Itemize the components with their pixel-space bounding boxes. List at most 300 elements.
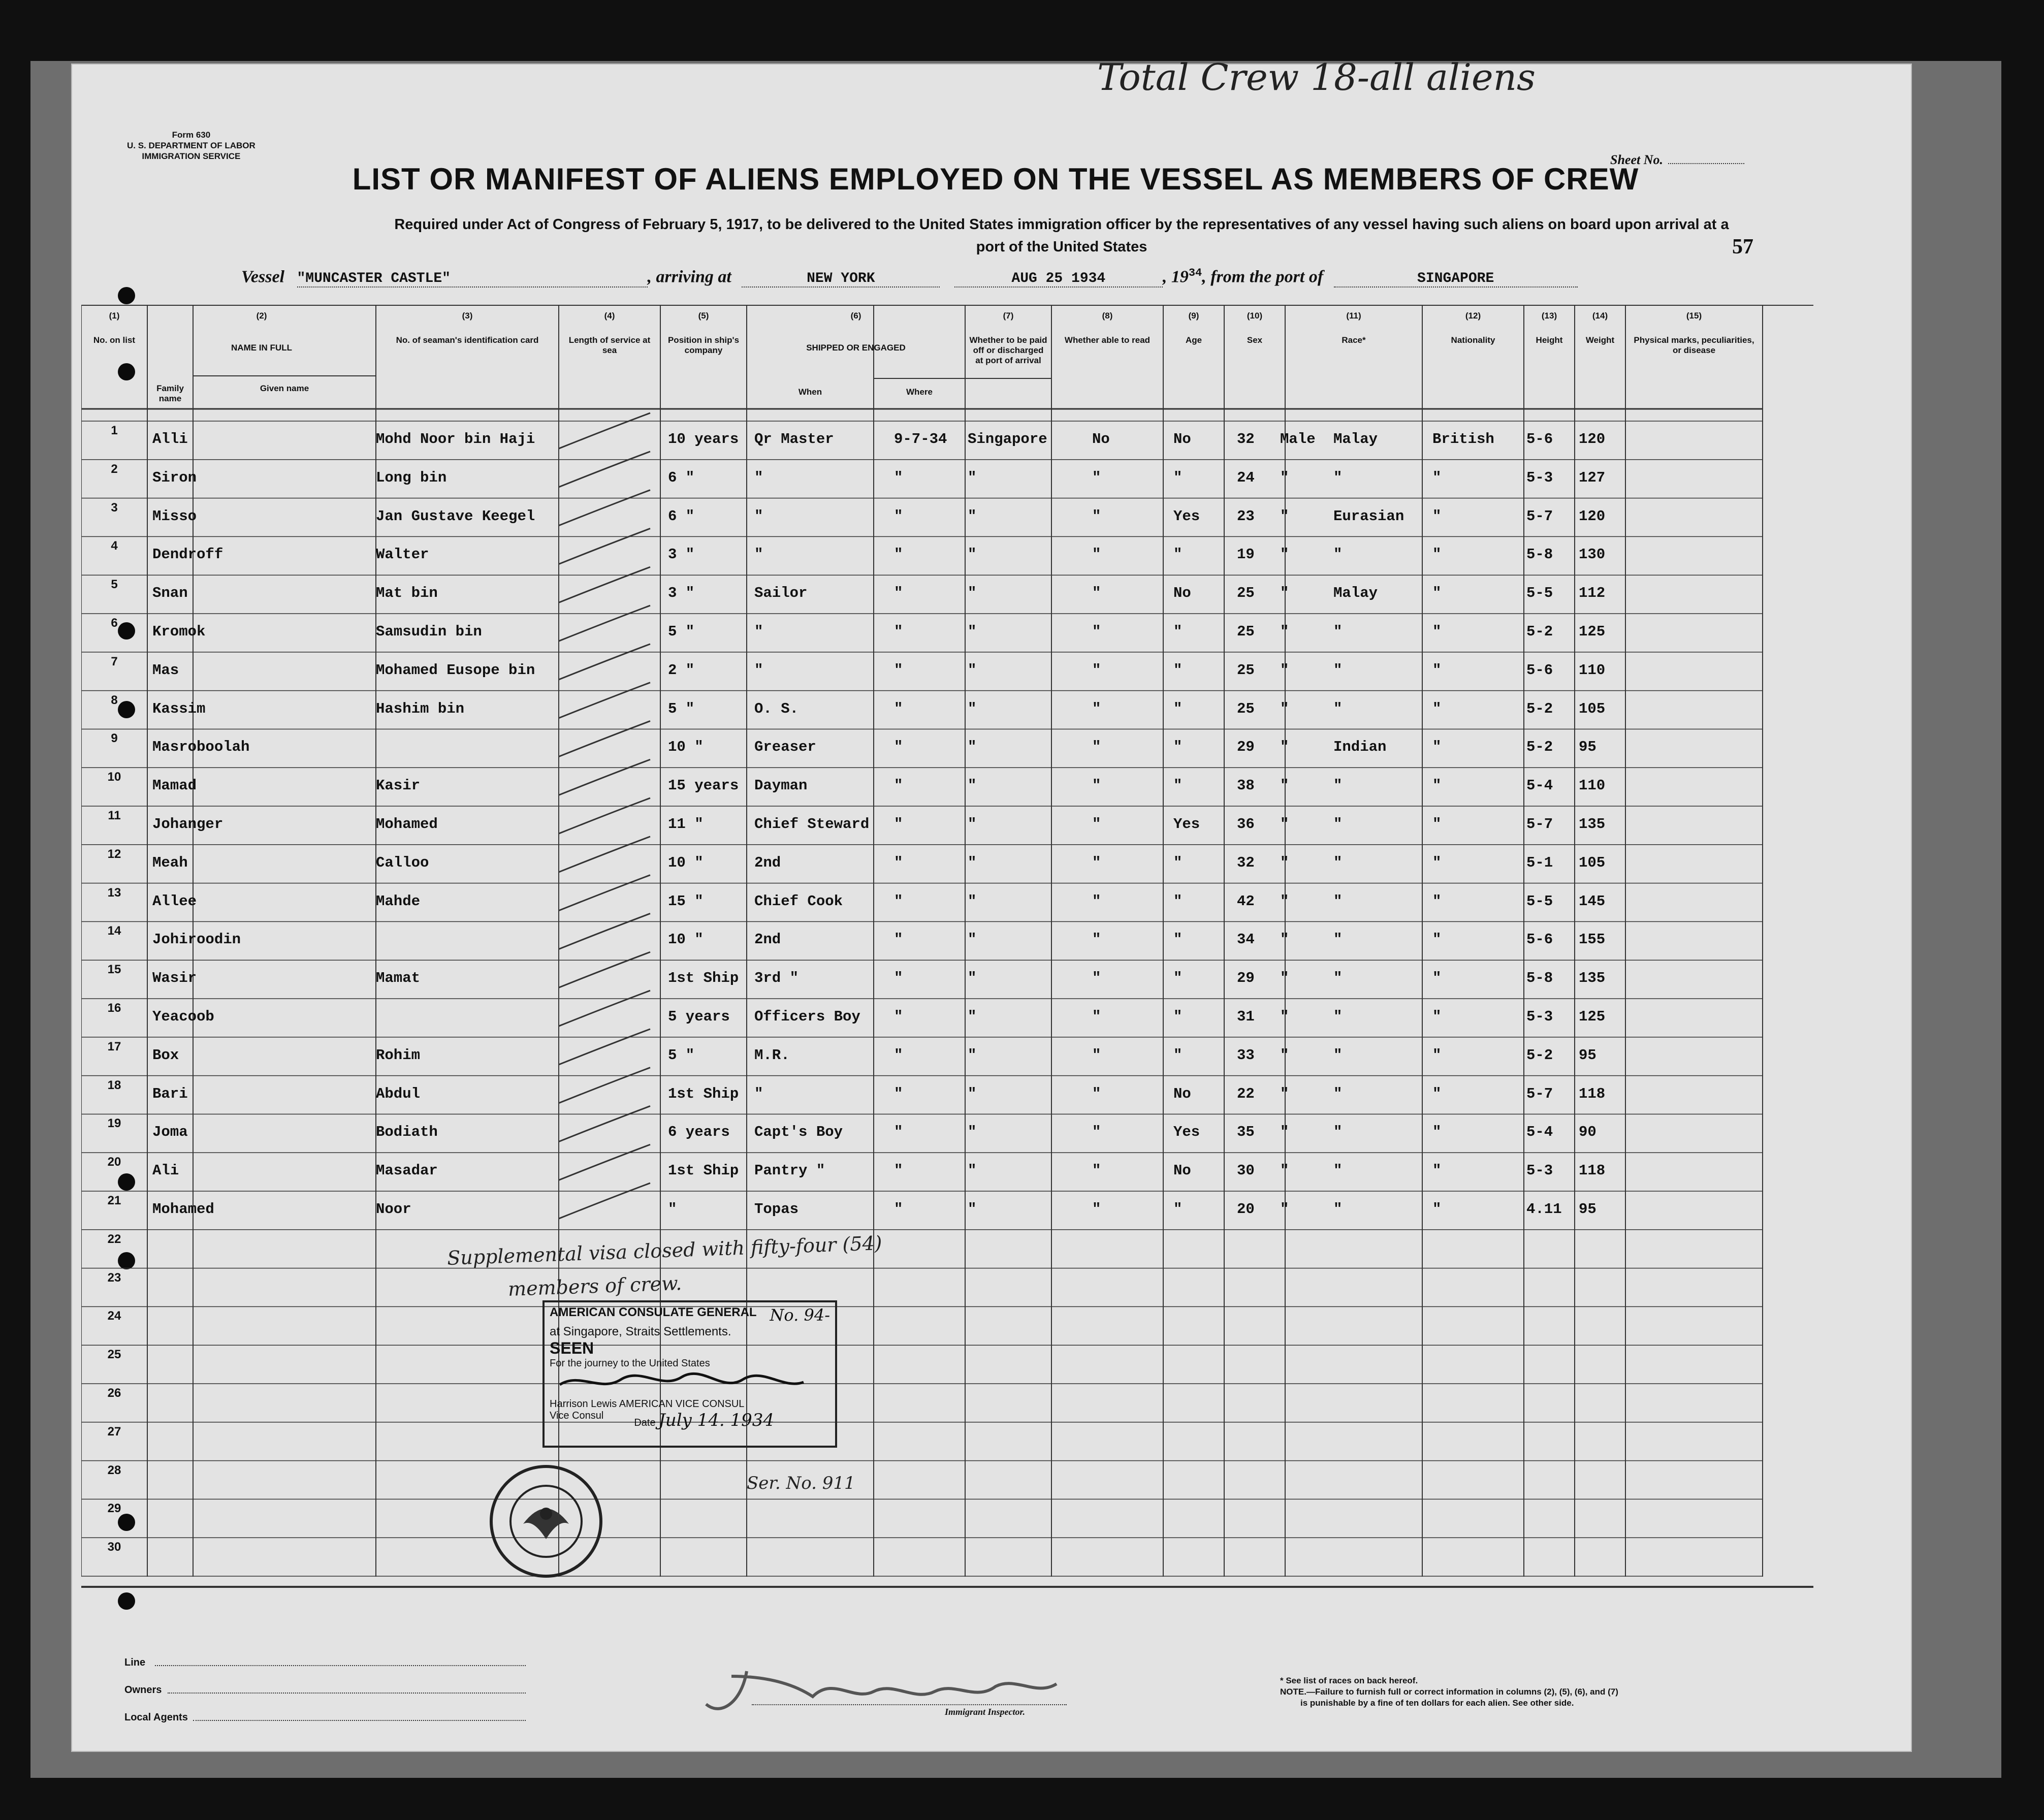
cell-position: "	[754, 661, 763, 679]
cell-race: Indian	[1333, 739, 1387, 756]
cell-read: "	[1173, 739, 1183, 756]
cell-weight: 125	[1579, 1008, 1606, 1025]
cell-age: 19	[1237, 546, 1255, 563]
cell-paid: "	[1092, 1046, 1101, 1064]
cell-race: "	[1333, 777, 1343, 794]
cell-sex: "	[1280, 816, 1289, 833]
document-subtitle	[132, 213, 1991, 258]
row-number: 9	[111, 731, 118, 746]
cell-race: "	[1333, 970, 1343, 987]
cell-nat: "	[1432, 1085, 1442, 1102]
cell-when: "	[894, 739, 903, 756]
header-c14-number: (14)	[1592, 311, 1608, 321]
cell-position: "	[754, 469, 763, 486]
cell-position: Chief Cook	[754, 892, 843, 910]
cell-sex: "	[1280, 1008, 1289, 1025]
cell-race: "	[1333, 1008, 1343, 1025]
cell-position: Capt's Boy	[754, 1124, 843, 1141]
cell-when: "	[894, 892, 903, 910]
cell-weight: 120	[1579, 507, 1606, 525]
cell-family: Alli	[152, 431, 188, 448]
cell-family: Ali	[152, 1162, 179, 1179]
form-code: Form 630	[172, 130, 211, 140]
cell-service: 10 "	[668, 854, 704, 871]
cell-sex: "	[1280, 1085, 1289, 1102]
punch-hole	[118, 287, 135, 304]
cell-read: "	[1173, 970, 1183, 987]
cell-read: "	[1173, 777, 1183, 794]
header-c5: Position in ship's company	[667, 335, 740, 355]
cell-nat: "	[1432, 777, 1442, 794]
stamp-consul: Harrison Lewis AMERICAN VICE CONSUL	[550, 1398, 745, 1410]
row-number: 4	[111, 539, 118, 553]
cell-read: Yes	[1173, 816, 1200, 833]
cell-nat: "	[1432, 1201, 1442, 1218]
row-number: 21	[107, 1194, 121, 1207]
header-c2-sub-a: Family name	[156, 384, 184, 403]
cell-nat: "	[1432, 700, 1442, 717]
cell-read: "	[1173, 892, 1183, 910]
cell-when: "	[894, 1046, 903, 1064]
cell-age: 38	[1237, 777, 1255, 794]
cell-position: "	[754, 1085, 763, 1102]
stamp-seen: SEEN	[550, 1339, 594, 1357]
cell-sex: "	[1280, 1162, 1289, 1179]
cell-paid: "	[1092, 931, 1101, 948]
cell-read: "	[1173, 1046, 1183, 1064]
id-card-stroke	[559, 721, 650, 756]
stamp-vice-consul: Vice Consul	[550, 1410, 604, 1421]
cell-sex: "	[1280, 546, 1289, 563]
header-c6-sub-b: Where	[906, 387, 933, 397]
cell-height: 5-6	[1526, 431, 1553, 448]
cell-where: "	[968, 700, 977, 717]
header-c2-number: (2)	[256, 311, 267, 321]
cell-paid: "	[1092, 970, 1101, 987]
cell-age: 29	[1237, 970, 1255, 987]
id-card-stroke	[559, 1106, 650, 1141]
cell-where: "	[968, 1046, 977, 1064]
cell-height: 5-5	[1526, 892, 1553, 910]
cell-height: 5-7	[1526, 816, 1553, 833]
cell-family: Joma	[152, 1124, 188, 1141]
header-c5-number: (5)	[698, 311, 709, 321]
cell-age: 29	[1237, 739, 1255, 756]
row-number: 27	[107, 1424, 121, 1439]
cell-nat: "	[1432, 507, 1442, 525]
cell-read: "	[1173, 469, 1183, 486]
cell-age: 32	[1237, 854, 1255, 871]
cell-when: "	[894, 931, 903, 948]
cell-service: 6 "	[668, 469, 695, 486]
header-c15: Physical marks, peculiarities, or disease	[1634, 335, 1754, 355]
cell-sex: Male	[1280, 431, 1316, 448]
serial-number-note: Ser. No. 911	[747, 1473, 855, 1493]
consulate-stamp	[542, 1300, 837, 1448]
cell-read: No	[1173, 431, 1191, 448]
cell-age: 20	[1237, 1201, 1255, 1218]
cell-paid: "	[1092, 1008, 1101, 1025]
cell-service: "	[668, 1201, 677, 1218]
cell-age: 42	[1237, 892, 1255, 910]
cell-age: 34	[1237, 931, 1255, 948]
cell-read: "	[1173, 1201, 1183, 1218]
cell-given: Masadar	[376, 1162, 438, 1179]
cell-service: 15 "	[668, 892, 704, 910]
cell-age: 25	[1237, 585, 1255, 602]
cell-where: "	[968, 469, 977, 486]
cell-height: 5-5	[1526, 585, 1553, 602]
id-card-stroke	[559, 605, 650, 641]
id-card-stroke	[559, 528, 650, 564]
cell-service: 10 "	[668, 739, 704, 756]
header-c15-number: (15)	[1686, 311, 1702, 321]
header-c3: No. of seaman's identification card	[396, 335, 539, 345]
cell-where: "	[968, 1124, 977, 1141]
cell-age: 23	[1237, 507, 1255, 525]
subtitle-line-1: Required under Act of Congress of February 5, 1917, to be delivered to the United States immigration officer by the representatives of any vessel having such aliens on board upon arrival at a	[394, 216, 1729, 233]
cell-given: Abdul	[376, 1085, 421, 1102]
cell-nat: "	[1432, 623, 1442, 640]
cell-given: Samsudin bin	[376, 623, 482, 640]
cell-when: "	[894, 1124, 903, 1141]
cell-position: 2nd	[754, 931, 781, 948]
footer-note-penalty: NOTE.—Failure to furnish full or correct information in columns (2), (5), (6), and (7)	[1280, 1687, 1618, 1697]
cell-when: "	[894, 546, 903, 563]
cell-position: Greaser	[754, 739, 816, 756]
cell-height: 5-7	[1526, 1085, 1553, 1102]
cell-paid: "	[1092, 892, 1101, 910]
cell-nat: "	[1432, 585, 1442, 602]
cell-height: 5-3	[1526, 1008, 1553, 1025]
inspector-field	[752, 1704, 1067, 1705]
cell-nat: British	[1432, 431, 1494, 448]
cell-sex: "	[1280, 777, 1289, 794]
cell-where: "	[968, 585, 977, 602]
cell-read: No	[1173, 1162, 1191, 1179]
cell-height: 4.11	[1526, 1201, 1562, 1218]
cell-age: 36	[1237, 816, 1255, 833]
cell-height: 5-2	[1526, 739, 1553, 756]
header-c9-number: (9)	[1188, 311, 1199, 321]
cell-given: Jan Gustave Keegel	[376, 507, 535, 525]
cell-where: "	[968, 661, 977, 679]
footer-note-penalty-2: is punishable by a fine of ten dollars for each alien. See other side.	[1300, 1698, 1574, 1708]
cell-family: Box	[152, 1046, 179, 1064]
cell-family: Johiroodin	[152, 931, 241, 948]
cell-service: 2 "	[668, 661, 695, 679]
cell-when: "	[894, 970, 903, 987]
header-c9: Age	[1185, 335, 1202, 345]
cell-weight: 135	[1579, 816, 1606, 833]
cell-family: Mas	[152, 661, 179, 679]
cell-height: 5-2	[1526, 700, 1553, 717]
form-service: IMMIGRATION SERVICE	[142, 151, 241, 161]
row-number: 10	[107, 770, 121, 784]
handwritten-visa-note: Supplemental visa closed with fifty-four (54)	[446, 1232, 883, 1269]
row-number: 22	[107, 1232, 121, 1246]
header-c13-number: (13)	[1541, 311, 1557, 321]
row-number: 29	[107, 1502, 121, 1516]
cell-position: Pantry "	[754, 1162, 825, 1179]
cell-nat: "	[1432, 892, 1442, 910]
header-c2-sub-b: Given name	[260, 384, 309, 393]
subtitle-line-2: port of the United States	[976, 239, 1147, 255]
cell-race: "	[1333, 1201, 1343, 1218]
header-c13: Height	[1536, 335, 1563, 345]
document-title: LIST OR MANIFEST OF ALIENS EMPLOYED ON THE VESSEL AS MEMBERS OF CREW	[352, 162, 1639, 196]
cell-position: Qr Master	[754, 431, 834, 448]
cell-race: "	[1333, 931, 1343, 948]
cell-position: "	[754, 546, 763, 563]
cell-paid: "	[1092, 1201, 1101, 1218]
cell-sex: "	[1280, 931, 1289, 948]
cell-read: Yes	[1173, 1124, 1200, 1141]
cell-nat: "	[1432, 661, 1442, 679]
cell-paid: "	[1092, 739, 1101, 756]
stamp-header	[550, 1305, 830, 1325]
cell-when: "	[894, 854, 903, 871]
form-number	[127, 130, 256, 162]
cell-family: Allee	[152, 892, 197, 910]
footer-note-races: * See list of races on back hereof.	[1280, 1676, 1418, 1685]
cell-weight: 145	[1579, 892, 1606, 910]
row-number: 23	[107, 1270, 121, 1285]
stamp-number: No. 94-	[770, 1305, 830, 1325]
row-number: 8	[111, 693, 118, 707]
cell-family: Masroboolah	[152, 739, 250, 756]
row-number: 6	[111, 616, 118, 630]
cell-where: "	[968, 931, 977, 948]
cell-family: Kassim	[152, 700, 206, 717]
cell-paid: No	[1092, 431, 1110, 448]
id-card-stroke	[559, 1068, 650, 1103]
cell-when: "	[894, 1085, 903, 1102]
header-c11-number: (11)	[1346, 311, 1361, 321]
cell-when: "	[894, 816, 903, 833]
header-c2: NAME IN FULL	[231, 343, 292, 353]
header-c10-number: (10)	[1247, 311, 1263, 321]
cell-where: "	[968, 777, 977, 794]
cell-where: "	[968, 854, 977, 871]
cell-paid: "	[1092, 1162, 1101, 1179]
cell-where: "	[968, 970, 977, 987]
cell-given: Calloo	[376, 854, 429, 871]
row-number: 5	[111, 578, 118, 592]
cell-given: Mohd Noor bin Haji	[376, 431, 535, 448]
cell-position: 3rd "	[754, 970, 799, 987]
id-card-stroke	[559, 759, 650, 795]
cell-where: "	[968, 816, 977, 833]
cell-position: O. S.	[754, 700, 799, 717]
cell-nat: "	[1432, 970, 1442, 987]
cell-read: "	[1173, 854, 1183, 871]
handwritten-visa-note-2: members of crew.	[507, 1272, 682, 1300]
cell-given: Long bin	[376, 469, 447, 486]
cell-given: Bodiath	[376, 1124, 438, 1141]
header-c10: Sex	[1247, 335, 1263, 345]
cell-family: Snan	[152, 585, 188, 602]
cell-family: Wasir	[152, 970, 197, 987]
header-c1: No. on list	[93, 335, 136, 345]
id-card-stroke	[559, 452, 650, 487]
consulate-seal	[488, 1463, 604, 1580]
cell-weight: 90	[1579, 1124, 1596, 1141]
cell-age: 32	[1237, 431, 1255, 448]
cell-paid: "	[1092, 661, 1101, 679]
cell-service: 6 years	[668, 1124, 730, 1141]
cell-service: 1st Ship	[668, 970, 739, 987]
row-number: 20	[107, 1155, 121, 1169]
row-number: 30	[107, 1540, 121, 1554]
cell-service: 5 "	[668, 623, 695, 640]
header-c8: Whether able to read	[1064, 335, 1151, 345]
cell-when: "	[894, 469, 903, 486]
line-field	[155, 1665, 526, 1666]
cell-position: 2nd	[754, 854, 781, 871]
cell-sex: "	[1280, 700, 1289, 717]
cell-given: Walter	[376, 546, 429, 563]
cell-when: "	[894, 1201, 903, 1218]
cell-given: Mahde	[376, 892, 421, 910]
row-number: 7	[111, 654, 118, 668]
id-card-stroke	[559, 913, 650, 949]
cell-race: "	[1333, 816, 1343, 833]
cell-nat: "	[1432, 1124, 1442, 1141]
cell-race: "	[1333, 469, 1343, 486]
cell-height: 5-3	[1526, 469, 1553, 486]
from-port-label: , from the port of	[1202, 267, 1324, 286]
cell-service: 15 years	[668, 777, 739, 794]
cell-sex: "	[1280, 892, 1289, 910]
cell-height: 5-8	[1526, 546, 1553, 563]
consul-signature	[550, 1369, 814, 1395]
id-card-stroke	[559, 952, 650, 987]
cell-paid: "	[1092, 623, 1101, 640]
cell-read: No	[1173, 585, 1191, 602]
cell-age: 35	[1237, 1124, 1255, 1141]
cell-family: Meah	[152, 854, 188, 871]
cell-where: Singapore	[968, 431, 1047, 448]
inspector-label: Immigrant Inspector.	[945, 1707, 1026, 1717]
row-number: 13	[107, 885, 121, 900]
cell-race: "	[1333, 623, 1343, 640]
cell-given: Hashim bin	[376, 700, 465, 717]
cell-where: "	[968, 892, 977, 910]
cell-race: Malay	[1333, 431, 1378, 448]
row-number: 14	[107, 924, 121, 938]
cell-age: 24	[1237, 469, 1255, 486]
cell-age: 33	[1237, 1046, 1255, 1064]
cell-race: "	[1333, 700, 1343, 717]
cell-when: "	[894, 1162, 903, 1179]
arrival-port: NEW YORK	[807, 271, 875, 287]
arrival-date: AUG 25 1934	[1011, 271, 1106, 287]
cell-position: Dayman	[754, 777, 808, 794]
cell-where: "	[968, 739, 977, 756]
cell-position: M.R.	[754, 1046, 790, 1064]
cell-given: Rohim	[376, 1046, 421, 1064]
cell-race: "	[1333, 1046, 1343, 1064]
cell-weight: 95	[1579, 1201, 1596, 1218]
cell-sex: "	[1280, 507, 1289, 525]
cell-race: "	[1333, 1162, 1343, 1179]
cell-where: "	[968, 1201, 977, 1218]
arriving-label: , arriving at	[647, 267, 731, 286]
page-number: 57	[1732, 235, 1753, 259]
cell-weight: 110	[1579, 661, 1606, 679]
cell-read: "	[1173, 546, 1183, 563]
cell-service: 5 "	[668, 700, 695, 717]
cell-weight: 135	[1579, 970, 1606, 987]
departure-port: SINGAPORE	[1417, 271, 1494, 287]
cell-age: 25	[1237, 700, 1255, 717]
cell-family: Johanger	[152, 816, 223, 833]
header-c11: Race*	[1342, 335, 1366, 345]
cell-given: Mohamed	[376, 816, 438, 833]
cell-paid: "	[1092, 777, 1101, 794]
cell-given: Mamat	[376, 970, 421, 987]
id-card-stroke	[559, 875, 650, 911]
header-c7: Whether to be paid off or discharged at port of arrival	[969, 335, 1047, 365]
cell-service: 5 "	[668, 1046, 695, 1064]
year-label: , 19	[1162, 267, 1189, 286]
cell-when: 9-7-34	[894, 431, 947, 448]
cell-nat: "	[1432, 469, 1442, 486]
cell-family: Misso	[152, 507, 197, 525]
cell-weight: 105	[1579, 854, 1606, 871]
cell-weight: 118	[1579, 1085, 1606, 1102]
header-c8-number: (8)	[1102, 311, 1113, 321]
header-c1-number: (1)	[109, 311, 120, 321]
cell-read: "	[1173, 700, 1183, 717]
cell-given: Mohamed Eusope bin	[376, 661, 535, 679]
cell-height: 5-6	[1526, 661, 1553, 679]
cell-height: 5-1	[1526, 854, 1553, 871]
cell-paid: "	[1092, 1085, 1101, 1102]
cell-read: "	[1173, 623, 1183, 640]
id-card-stroke	[559, 644, 650, 680]
cell-family: Kromok	[152, 623, 206, 640]
cell-sex: "	[1280, 1124, 1289, 1141]
cell-paid: "	[1092, 546, 1101, 563]
cell-paid: "	[1092, 816, 1101, 833]
header-c6-sub-a: When	[798, 387, 822, 397]
cell-height: 5-4	[1526, 1124, 1553, 1141]
cell-family: Mamad	[152, 777, 197, 794]
cell-height: 5-4	[1526, 777, 1553, 794]
row-number: 26	[107, 1386, 121, 1400]
cell-nat: "	[1432, 739, 1442, 756]
cell-nat: "	[1432, 546, 1442, 563]
cell-service: 10 years	[668, 431, 739, 448]
id-card-stroke	[559, 1144, 650, 1180]
header-c6: SHIPPED OR ENGAGED	[806, 343, 906, 353]
id-card-stroke	[559, 1183, 650, 1219]
cell-height: 5-7	[1526, 507, 1553, 525]
agents-field	[193, 1720, 526, 1721]
header-c6-number: (6)	[850, 311, 861, 321]
cell-position: Officers Boy	[754, 1008, 860, 1025]
cell-given: Kasir	[376, 777, 421, 794]
cell-where: "	[968, 1008, 977, 1025]
cell-nat: "	[1432, 1162, 1442, 1179]
cell-race: "	[1333, 892, 1343, 910]
vessel-name: "MUNCASTER CASTLE"	[297, 271, 451, 287]
id-card-stroke	[559, 1029, 650, 1065]
row-number: 1	[111, 424, 118, 437]
cell-weight: 155	[1579, 931, 1606, 948]
